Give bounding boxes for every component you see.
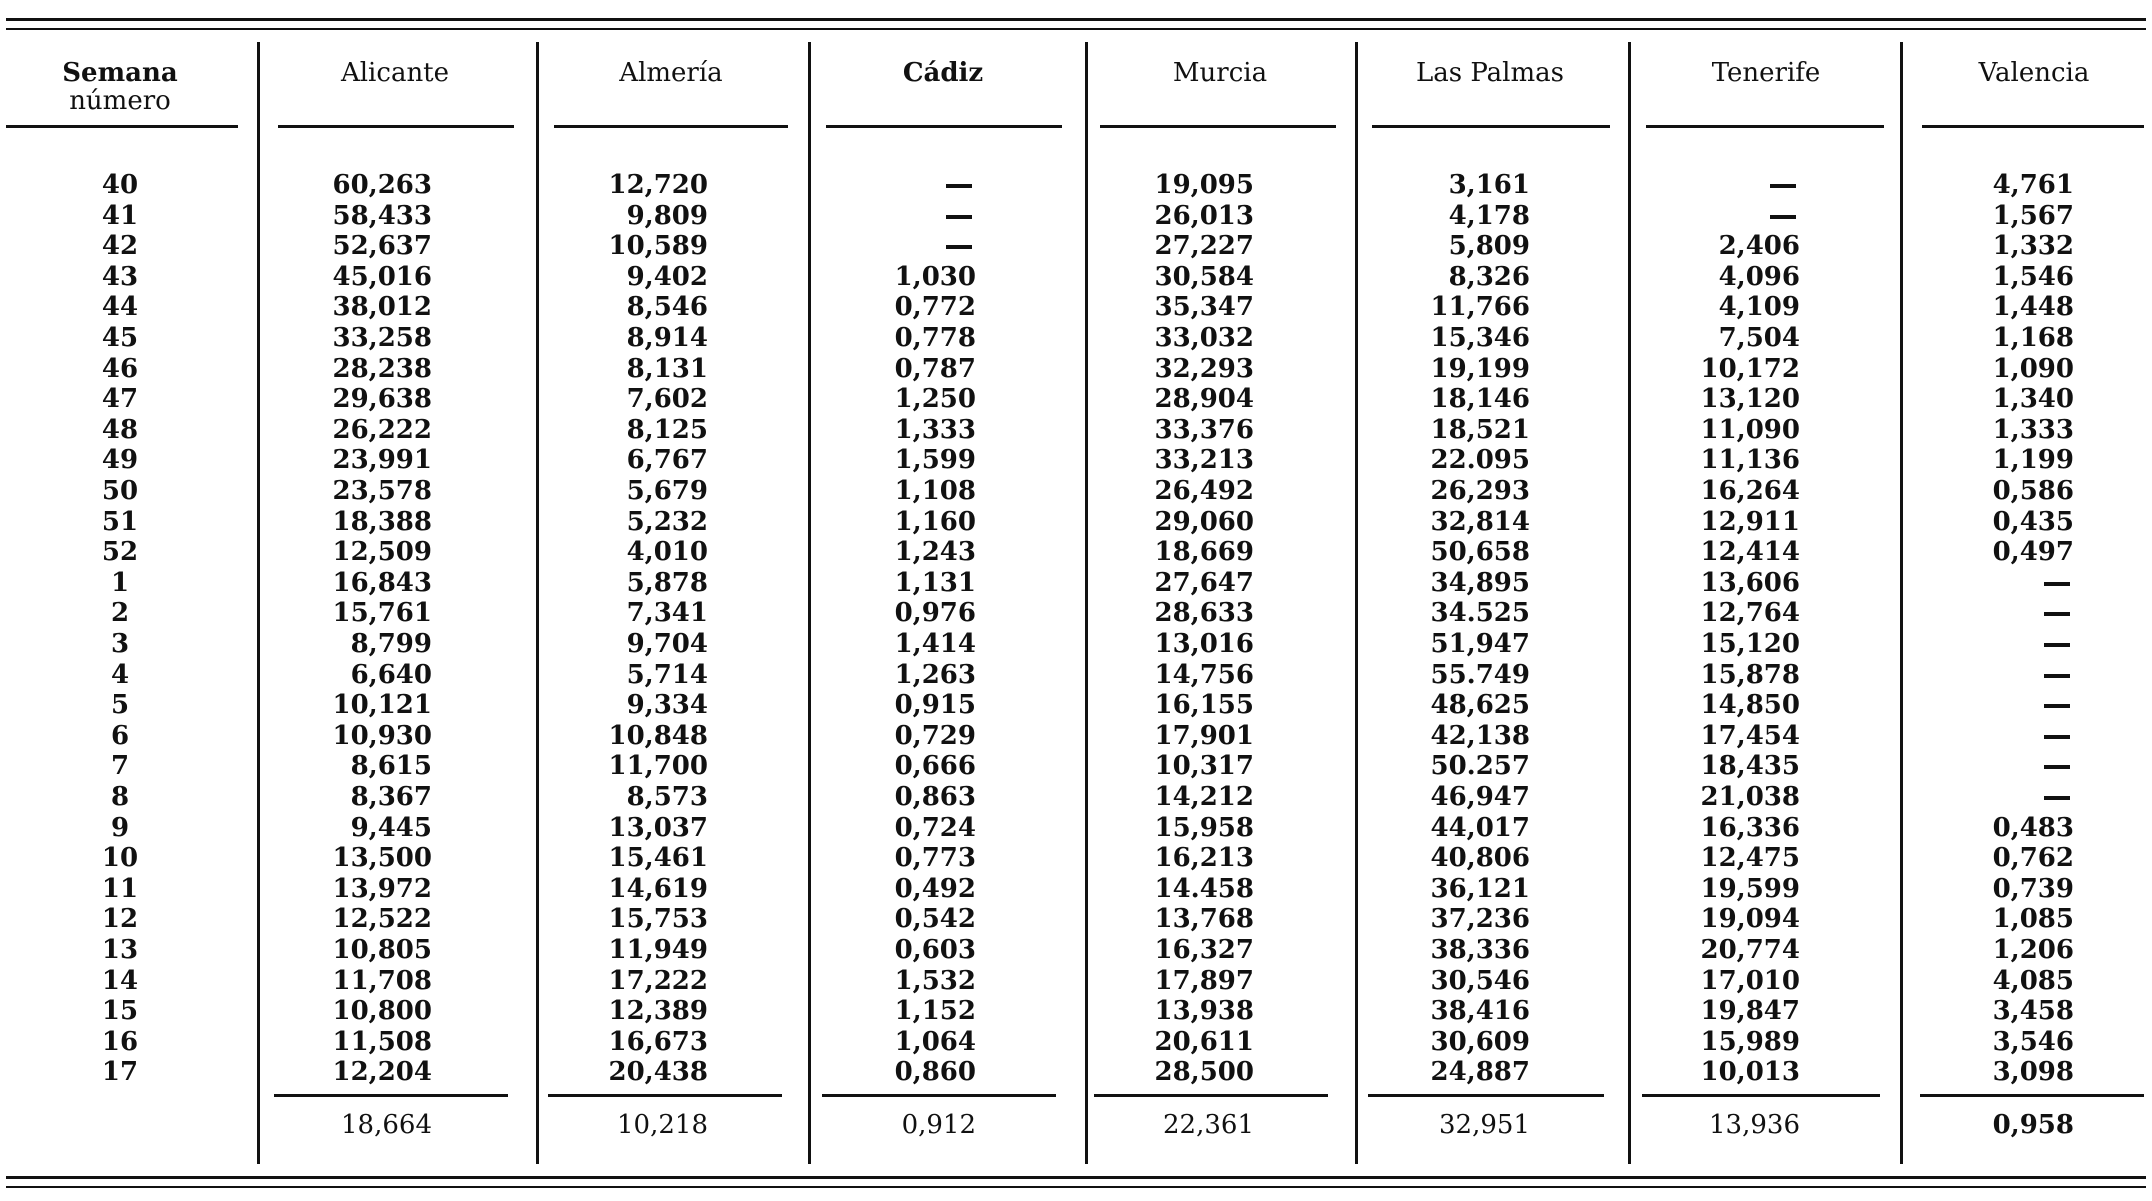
table-cell: 0,666 bbox=[894, 751, 976, 782]
table-cell: 34.525 bbox=[1430, 598, 1530, 629]
total-underline bbox=[274, 1094, 508, 1097]
total-tenerife: 13,936 bbox=[1709, 1110, 1800, 1140]
table-cell: 0,483 bbox=[1992, 812, 2074, 843]
table-cell: 13,606 bbox=[1700, 567, 1800, 598]
table-cell: 0,435 bbox=[1992, 506, 2074, 537]
table-cell: 9,402 bbox=[626, 261, 708, 292]
empty-dash bbox=[946, 245, 972, 249]
table-cell: 13,037 bbox=[608, 812, 708, 843]
table-cell: 8,326 bbox=[1448, 261, 1530, 292]
empty-dash bbox=[946, 215, 972, 219]
header-underline bbox=[554, 125, 788, 128]
column-separator bbox=[1085, 42, 1088, 1164]
table-cell: 3,098 bbox=[1992, 1057, 2074, 1088]
table-cell: 1,332 bbox=[1992, 231, 2074, 262]
week-number: 49 bbox=[101, 445, 139, 476]
week-number: 7 bbox=[110, 751, 130, 782]
table-cell: 19,095 bbox=[1154, 170, 1254, 200]
header-underline bbox=[1646, 125, 1884, 128]
table-cell: 38,416 bbox=[1430, 996, 1530, 1027]
table-cell: 15,878 bbox=[1700, 659, 1800, 690]
table-cell: 26,013 bbox=[1154, 200, 1254, 231]
table-cell: 11,508 bbox=[332, 1026, 432, 1057]
table-cell: 0,860 bbox=[894, 1057, 976, 1088]
total-alicante: 18,664 bbox=[341, 1110, 432, 1140]
table-cell: 26,222 bbox=[332, 414, 432, 445]
table-cell: 12,764 bbox=[1700, 598, 1800, 629]
table-cell: 12,720 bbox=[608, 170, 708, 200]
table-cell: 11,708 bbox=[332, 965, 432, 996]
table-cell: 1,532 bbox=[894, 965, 976, 996]
header-valencia: Valencia bbox=[1978, 58, 2090, 88]
table-cell: 30,609 bbox=[1430, 1026, 1530, 1057]
table-cell: 0,724 bbox=[894, 812, 976, 843]
column-separator bbox=[257, 42, 260, 1164]
week-number: 46 bbox=[101, 353, 139, 384]
table-cell: 28,904 bbox=[1154, 384, 1254, 415]
table-cell: 0,863 bbox=[894, 782, 976, 812]
total-cadiz: 0,912 bbox=[901, 1110, 976, 1140]
week-number: 14 bbox=[101, 965, 139, 996]
week-number: 3 bbox=[110, 629, 130, 659]
table-cell: 10,800 bbox=[332, 996, 432, 1027]
empty-dash bbox=[1770, 184, 1796, 188]
empty-dash bbox=[2044, 582, 2070, 586]
table-cell: 1,168 bbox=[1992, 323, 2074, 353]
table-cell: 13,016 bbox=[1154, 629, 1254, 659]
table-cell: 5,232 bbox=[626, 506, 708, 537]
table-cell: 27,227 bbox=[1154, 231, 1254, 262]
table-cell: 0,915 bbox=[894, 690, 976, 721]
column-separator bbox=[1628, 42, 1631, 1164]
table-cell: 13,768 bbox=[1154, 904, 1254, 935]
header-underline bbox=[1372, 125, 1610, 128]
table-cell: 15,120 bbox=[1700, 629, 1800, 659]
total-las-palmas: 32,951 bbox=[1439, 1110, 1530, 1140]
week-number: 44 bbox=[101, 292, 139, 323]
table-cell: 13,972 bbox=[332, 873, 432, 904]
table-cell: 17,222 bbox=[608, 965, 708, 996]
table-cell: 9,445 bbox=[350, 812, 432, 843]
table-cell: 1,064 bbox=[894, 1026, 976, 1057]
table-cell: 1,030 bbox=[894, 261, 976, 292]
table-cell: 28,238 bbox=[332, 353, 432, 384]
table-cell: 48,625 bbox=[1430, 690, 1530, 721]
table-cell: 19,094 bbox=[1700, 904, 1800, 935]
table-cell: 22.095 bbox=[1430, 445, 1530, 476]
table-cell: 15,989 bbox=[1700, 1026, 1800, 1057]
table-cell: 28,633 bbox=[1154, 598, 1254, 629]
table-cell: 19,199 bbox=[1430, 353, 1530, 384]
empty-dash bbox=[2044, 674, 2070, 678]
week-number: 12 bbox=[101, 904, 139, 935]
table-cell: 5,714 bbox=[626, 659, 708, 690]
table-cell: 0,762 bbox=[1992, 843, 2074, 874]
table-cell: 0,542 bbox=[894, 904, 976, 935]
week-number: 42 bbox=[101, 231, 139, 262]
table-cell: 32,293 bbox=[1154, 353, 1254, 384]
table-cell: 8,799 bbox=[350, 629, 432, 659]
table-cell: 12,389 bbox=[608, 996, 708, 1027]
header-underline bbox=[1922, 125, 2144, 128]
table-cell: 24,887 bbox=[1430, 1057, 1530, 1088]
table-cell: 16,673 bbox=[608, 1026, 708, 1057]
table-cell: 1,567 bbox=[1992, 200, 2074, 231]
table-cell: 10,317 bbox=[1154, 751, 1254, 782]
total-underline bbox=[1920, 1094, 2144, 1097]
table-cell: 1,333 bbox=[1992, 414, 2074, 445]
table-cell: 12,204 bbox=[332, 1057, 432, 1088]
total-underline bbox=[1368, 1094, 1604, 1097]
table-cell: 7,341 bbox=[626, 598, 708, 629]
week-number: 5 bbox=[110, 690, 130, 721]
table-cell: 15,753 bbox=[608, 904, 708, 935]
table-cell: 4,096 bbox=[1718, 261, 1800, 292]
table-cell: 29,638 bbox=[332, 384, 432, 415]
header-underline bbox=[6, 125, 238, 128]
empty-dash bbox=[2044, 796, 2070, 800]
table-cell: 5,679 bbox=[626, 476, 708, 506]
table-cell: 0,497 bbox=[1992, 537, 2074, 568]
table-cell: 9,809 bbox=[626, 200, 708, 231]
week-number: 16 bbox=[101, 1026, 139, 1057]
table-cell: 1,199 bbox=[1992, 445, 2074, 476]
bottom-rule-1 bbox=[6, 1176, 2146, 1179]
table-cell: 8,131 bbox=[626, 353, 708, 384]
table-cell: 6,640 bbox=[350, 659, 432, 690]
table-cell: 14,619 bbox=[608, 873, 708, 904]
table-cell: 16,843 bbox=[332, 567, 432, 598]
table-cell: 18,388 bbox=[332, 506, 432, 537]
week-number: 2 bbox=[110, 598, 130, 629]
table-cell: 0,976 bbox=[894, 598, 976, 629]
table-cell: 17,454 bbox=[1700, 720, 1800, 751]
table-cell: 18,521 bbox=[1430, 414, 1530, 445]
total-murcia: 22,361 bbox=[1163, 1110, 1254, 1140]
table-cell: 50.257 bbox=[1430, 751, 1530, 782]
table-cell: 10,848 bbox=[608, 720, 708, 751]
week-number: 52 bbox=[101, 537, 139, 568]
table-cell: 33,376 bbox=[1154, 414, 1254, 445]
column-separator bbox=[1900, 42, 1903, 1164]
table-cell: 26,293 bbox=[1430, 476, 1530, 506]
table-cell: 16,155 bbox=[1154, 690, 1254, 721]
table-cell: 29,060 bbox=[1154, 506, 1254, 537]
table-cell: 9,334 bbox=[626, 690, 708, 721]
week-number: 15 bbox=[101, 996, 139, 1027]
table-cell: 8,573 bbox=[626, 782, 708, 812]
table-cell: 12,414 bbox=[1700, 537, 1800, 568]
week-number: 17 bbox=[101, 1057, 139, 1088]
table-cell: 33,213 bbox=[1154, 445, 1254, 476]
table-cell: 27,647 bbox=[1154, 567, 1254, 598]
table-cell: 5,809 bbox=[1448, 231, 1530, 262]
empty-dash bbox=[2044, 735, 2070, 739]
table-cell: 6,767 bbox=[626, 445, 708, 476]
table-cell: 46,947 bbox=[1430, 782, 1530, 812]
table-cell: 30,546 bbox=[1430, 965, 1530, 996]
week-number: 51 bbox=[101, 506, 139, 537]
table-cell: 20,611 bbox=[1154, 1026, 1254, 1057]
table-cell: 7,602 bbox=[626, 384, 708, 415]
table-cell: 51,947 bbox=[1430, 629, 1530, 659]
table-cell: 3,546 bbox=[1992, 1026, 2074, 1057]
header-underline bbox=[826, 125, 1062, 128]
week-number: 40 bbox=[101, 170, 139, 200]
table-cell: 58,433 bbox=[332, 200, 432, 231]
table-cell: 3,161 bbox=[1448, 170, 1530, 200]
column-separator bbox=[536, 42, 539, 1164]
table-cell: 55.749 bbox=[1430, 659, 1530, 690]
table-cell: 11,700 bbox=[608, 751, 708, 782]
table-cell: 12,522 bbox=[332, 904, 432, 935]
table-cell: 0,729 bbox=[894, 720, 976, 751]
week-number: 43 bbox=[101, 261, 139, 292]
table-cell: 52,637 bbox=[332, 231, 432, 262]
table-cell: 33,032 bbox=[1154, 323, 1254, 353]
table-cell: 18,146 bbox=[1430, 384, 1530, 415]
header-murcia: Murcia bbox=[1172, 58, 1268, 88]
table-cell: 1,340 bbox=[1992, 384, 2074, 415]
header-almeria: Almería bbox=[619, 58, 723, 88]
column-separator bbox=[808, 42, 811, 1164]
table-cell: 16,327 bbox=[1154, 935, 1254, 965]
empty-dash bbox=[2044, 765, 2070, 769]
table-cell: 14,756 bbox=[1154, 659, 1254, 690]
table-cell: 50,658 bbox=[1430, 537, 1530, 568]
week-number: 50 bbox=[101, 476, 139, 506]
table-cell: 20,774 bbox=[1700, 935, 1800, 965]
table-cell: 4,085 bbox=[1992, 965, 2074, 996]
table-cell: 1,160 bbox=[894, 506, 976, 537]
table-cell: 1,085 bbox=[1992, 904, 2074, 935]
table-cell: 1,152 bbox=[894, 996, 976, 1027]
table-cell: 10,013 bbox=[1700, 1057, 1800, 1088]
header-underline bbox=[278, 125, 514, 128]
table-cell: 40,806 bbox=[1430, 843, 1530, 874]
bottom-rule-2 bbox=[6, 1186, 2146, 1188]
table-cell: 15,461 bbox=[608, 843, 708, 874]
table-cell: 19,847 bbox=[1700, 996, 1800, 1027]
total-underline bbox=[1642, 1094, 1880, 1097]
table-cell: 10,172 bbox=[1700, 353, 1800, 384]
table-cell: 0,739 bbox=[1992, 873, 2074, 904]
week-number: 6 bbox=[110, 720, 130, 751]
table-cell: 3,458 bbox=[1992, 996, 2074, 1027]
table-cell: 21,038 bbox=[1700, 782, 1800, 812]
table-cell: 32,814 bbox=[1430, 506, 1530, 537]
empty-dash bbox=[2044, 704, 2070, 708]
empty-dash bbox=[946, 184, 972, 188]
week-number: 48 bbox=[101, 414, 139, 445]
table-cell: 35,347 bbox=[1154, 292, 1254, 323]
table-cell: 13,938 bbox=[1154, 996, 1254, 1027]
header-tenerife: Tenerife bbox=[1711, 58, 1821, 88]
total-underline bbox=[822, 1094, 1056, 1097]
week-number: 8 bbox=[110, 782, 130, 812]
week-number: 10 bbox=[101, 843, 139, 874]
top-rule-2 bbox=[6, 28, 2146, 30]
week-number: 4 bbox=[110, 659, 130, 690]
header-week: Semana bbox=[62, 58, 178, 88]
header-week-sub: número bbox=[69, 86, 171, 116]
empty-dash bbox=[1770, 215, 1796, 219]
table-cell: 0,772 bbox=[894, 292, 976, 323]
table-cell: 23,578 bbox=[332, 476, 432, 506]
table-cell: 30,584 bbox=[1154, 261, 1254, 292]
table-cell: 1,599 bbox=[894, 445, 976, 476]
total-almeria: 10,218 bbox=[617, 1110, 708, 1140]
empty-dash bbox=[2044, 612, 2070, 616]
table-cell: 1,263 bbox=[894, 659, 976, 690]
table-cell: 42,138 bbox=[1430, 720, 1530, 751]
table-cell: 1,414 bbox=[894, 629, 976, 659]
table-cell: 4,178 bbox=[1448, 200, 1530, 231]
table-cell: 8,546 bbox=[626, 292, 708, 323]
table-cell: 1,090 bbox=[1992, 353, 2074, 384]
week-number: 9 bbox=[110, 812, 130, 843]
table-cell: 0,787 bbox=[894, 353, 976, 384]
week-number: 1 bbox=[110, 567, 130, 598]
table-cell: 16,213 bbox=[1154, 843, 1254, 874]
table-cell: 0,492 bbox=[894, 873, 976, 904]
table-cell: 0,778 bbox=[894, 323, 976, 353]
table-cell: 8,367 bbox=[350, 782, 432, 812]
table-cell: 5,878 bbox=[626, 567, 708, 598]
table-cell: 37,236 bbox=[1430, 904, 1530, 935]
table-cell: 34,895 bbox=[1430, 567, 1530, 598]
column-separator bbox=[1355, 42, 1358, 1164]
table-cell: 18,435 bbox=[1700, 751, 1800, 782]
table-cell: 15,346 bbox=[1430, 323, 1530, 353]
table-cell: 11,949 bbox=[608, 935, 708, 965]
table-cell: 15,761 bbox=[332, 598, 432, 629]
table-cell: 11,136 bbox=[1700, 445, 1800, 476]
table-cell: 14,850 bbox=[1700, 690, 1800, 721]
table-cell: 0,603 bbox=[894, 935, 976, 965]
table-cell: 9,704 bbox=[626, 629, 708, 659]
table-cell: 1,448 bbox=[1992, 292, 2074, 323]
top-rule-1 bbox=[6, 18, 2146, 21]
table-cell: 45,016 bbox=[332, 261, 432, 292]
table-cell: 14,212 bbox=[1154, 782, 1254, 812]
table-cell: 44,017 bbox=[1430, 812, 1530, 843]
table-cell: 1,546 bbox=[1992, 261, 2074, 292]
header-alicante: Alicante bbox=[340, 58, 450, 88]
table-cell: 16,264 bbox=[1700, 476, 1800, 506]
table-cell: 13,120 bbox=[1700, 384, 1800, 415]
week-number: 11 bbox=[101, 873, 139, 904]
table-cell: 0,586 bbox=[1992, 476, 2074, 506]
table-cell: 14.458 bbox=[1154, 873, 1254, 904]
table-cell: 1,333 bbox=[894, 414, 976, 445]
table-cell: 1,243 bbox=[894, 537, 976, 568]
table-cell: 12,911 bbox=[1700, 506, 1800, 537]
week-number: 45 bbox=[101, 323, 139, 353]
week-number: 47 bbox=[101, 384, 139, 415]
table-cell: 36,121 bbox=[1430, 873, 1530, 904]
week-number: 13 bbox=[101, 935, 139, 965]
table-cell: 10,121 bbox=[332, 690, 432, 721]
table-cell: 12,475 bbox=[1700, 843, 1800, 874]
table-cell: 18,669 bbox=[1154, 537, 1254, 568]
table-cell: 8,914 bbox=[626, 323, 708, 353]
table-cell: 11,766 bbox=[1430, 292, 1530, 323]
empty-dash bbox=[2044, 643, 2070, 647]
table-cell: 12,509 bbox=[332, 537, 432, 568]
table-cell: 38,336 bbox=[1430, 935, 1530, 965]
total-valencia: 0,958 bbox=[1992, 1110, 2074, 1140]
table-cell: 20,438 bbox=[608, 1057, 708, 1088]
table-cell: 13,500 bbox=[332, 843, 432, 874]
table-cell: 1,206 bbox=[1992, 935, 2074, 965]
table-cell: 17,010 bbox=[1700, 965, 1800, 996]
total-underline bbox=[548, 1094, 782, 1097]
header-underline bbox=[1100, 125, 1336, 128]
table-cell: 4,761 bbox=[1992, 170, 2074, 200]
table-cell: 17,897 bbox=[1154, 965, 1254, 996]
table-cell: 10,805 bbox=[332, 935, 432, 965]
table-cell: 10,930 bbox=[332, 720, 432, 751]
table-cell: 1,131 bbox=[894, 567, 976, 598]
table-cell: 23,991 bbox=[332, 445, 432, 476]
table-cell: 0,773 bbox=[894, 843, 976, 874]
table-cell: 38,012 bbox=[332, 292, 432, 323]
table-cell: 4,109 bbox=[1718, 292, 1800, 323]
table-cell: 7,504 bbox=[1718, 323, 1800, 353]
table-cell: 16,336 bbox=[1700, 812, 1800, 843]
table-cell: 15,958 bbox=[1154, 812, 1254, 843]
table-cell: 33,258 bbox=[332, 323, 432, 353]
table-cell: 26,492 bbox=[1154, 476, 1254, 506]
total-underline bbox=[1094, 1094, 1328, 1097]
table-cell: 8,125 bbox=[626, 414, 708, 445]
table-cell: 1,108 bbox=[894, 476, 976, 506]
table-cell: 2,406 bbox=[1718, 231, 1800, 262]
table-cell: 4,010 bbox=[626, 537, 708, 568]
table-cell: 11,090 bbox=[1700, 414, 1800, 445]
table-cell: 28,500 bbox=[1154, 1057, 1254, 1088]
table-cell: 1,250 bbox=[894, 384, 976, 415]
week-number: 41 bbox=[101, 200, 139, 231]
header-las-palmas: Las Palmas bbox=[1415, 58, 1564, 88]
table-cell: 17,901 bbox=[1154, 720, 1254, 751]
table-cell: 19,599 bbox=[1700, 873, 1800, 904]
table-cell: 10,589 bbox=[608, 231, 708, 262]
table-cell: 60,263 bbox=[332, 170, 432, 200]
table-cell: 8,615 bbox=[350, 751, 432, 782]
header-cadiz: Cádiz bbox=[902, 58, 984, 88]
